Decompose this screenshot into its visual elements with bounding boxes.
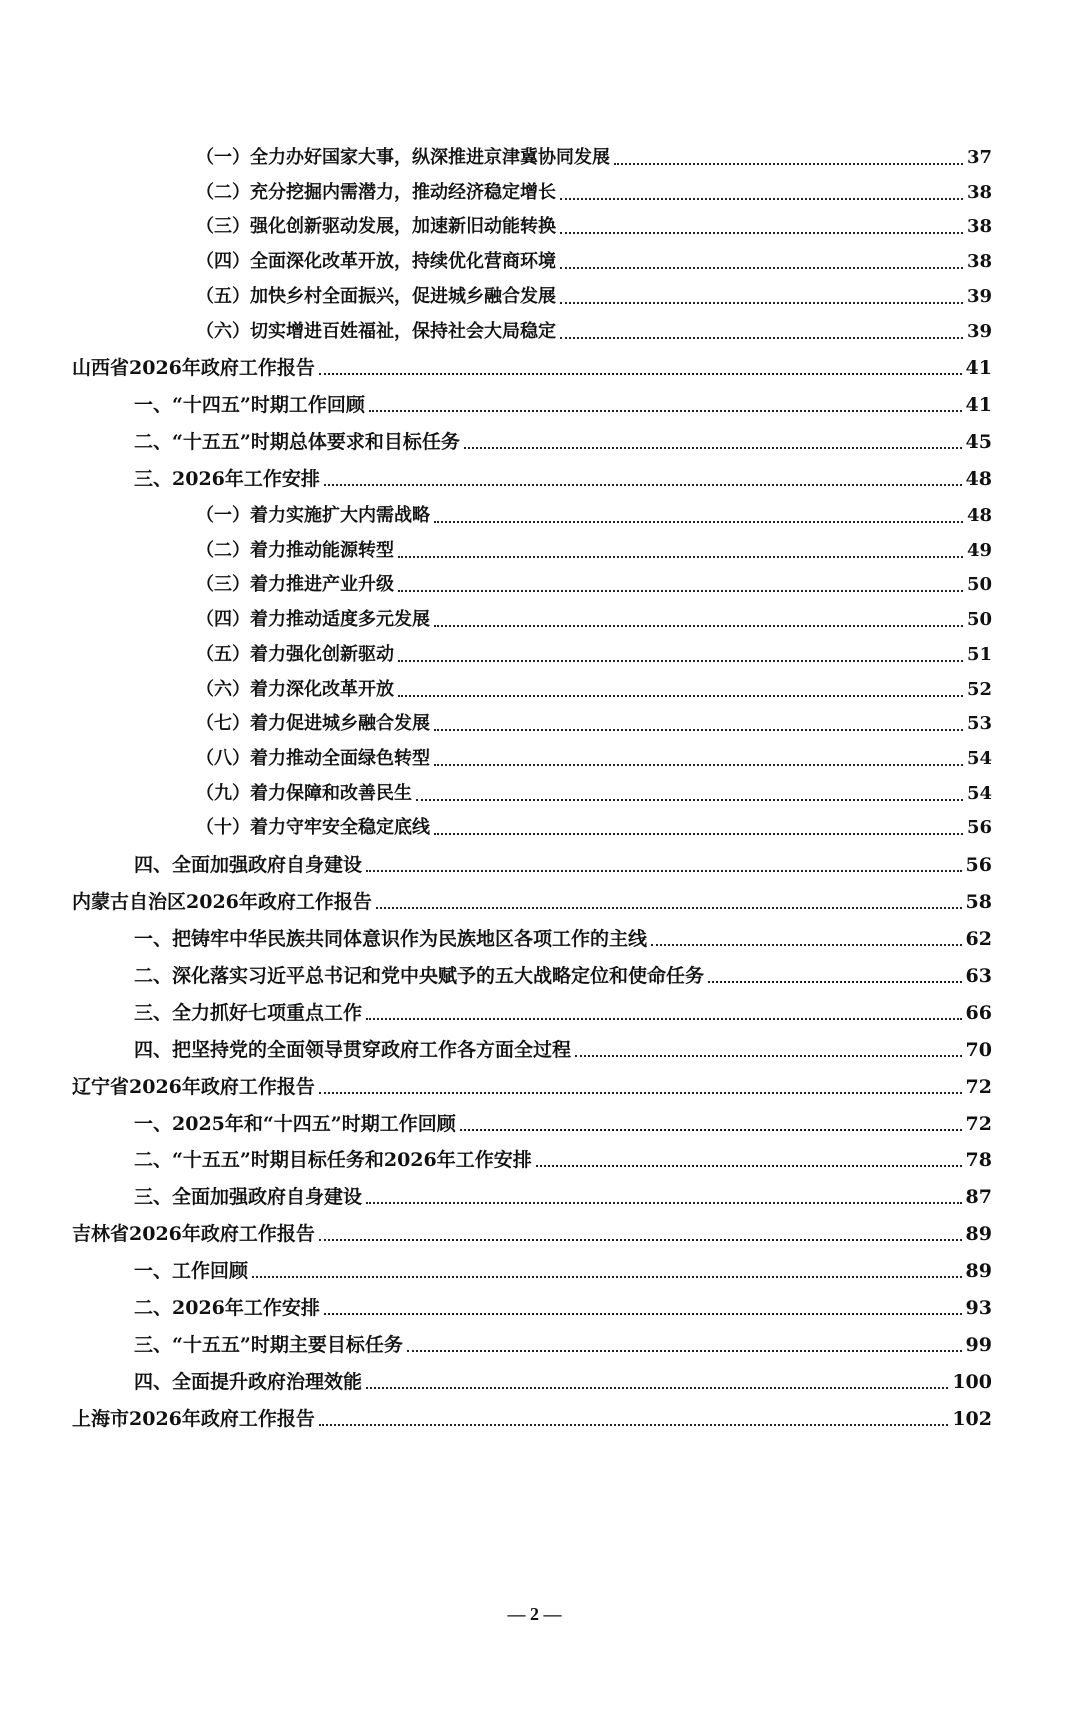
toc-entry-title: 二、深化落实习近平总书记和党中央赋予的五大战略定位和使命任务 [134, 964, 705, 987]
toc-entry-title: 三、全面加强政府自身建设 [134, 1186, 363, 1209]
dot-leader [252, 1276, 962, 1278]
toc-entry-title: 一、把铸牢中华民族共同体意识作为民族地区各项工作的主线 [134, 928, 648, 950]
toc-entry-page: 87 [965, 1186, 992, 1209]
dot-leader [319, 373, 962, 375]
toc-entry-page: 54 [966, 747, 992, 769]
toc-entry-page: 99 [965, 1333, 992, 1356]
dot-leader [319, 1424, 948, 1426]
toc-entry-title: （二）充分挖掘内需潜力，推动经济稳定增长 [196, 181, 556, 203]
toc-entry-title: 二、2026年工作安排 [134, 1297, 320, 1319]
toc-entry-page: 72 [965, 1075, 992, 1098]
toc-subsection-entry[interactable] [196, 146, 992, 170]
toc-report-entry[interactable] [72, 1075, 992, 1099]
toc-subsection-entry[interactable] [196, 285, 992, 309]
dot-leader [407, 1350, 962, 1352]
toc-entry-title: 一、2025年和“十四五”时期工作回顾 [134, 1112, 456, 1135]
dot-leader [464, 447, 962, 449]
dot-leader [434, 729, 963, 731]
toc-section-entry[interactable] [134, 1112, 992, 1136]
toc-subsection-entry[interactable] [196, 643, 992, 667]
dot-leader [434, 521, 963, 523]
toc-entry-title: 四、全面加强政府自身建设 [134, 854, 363, 877]
toc-subsection-entry[interactable] [196, 320, 992, 344]
toc-entry-page: 48 [966, 505, 992, 526]
toc-entry-title: 二、“十五五”时期目标任务和2026年工作安排 [134, 1149, 532, 1172]
toc-section-entry[interactable] [134, 1296, 992, 1320]
dot-leader [366, 1387, 948, 1389]
toc-section-entry[interactable] [134, 1001, 992, 1025]
toc-section-entry[interactable] [134, 1185, 992, 1209]
toc-entry-page: 72 [965, 1112, 992, 1135]
toc-subsection-entry[interactable] [196, 782, 992, 806]
dot-leader [708, 981, 962, 983]
toc-entry-title: （四）全面深化改革开放，持续优化营商环境 [196, 251, 556, 273]
toc-subsection-entry[interactable] [196, 608, 992, 632]
toc-entry-page: 37 [966, 147, 992, 168]
dot-leader [398, 556, 963, 558]
toc-entry-title: 辽宁省2026年政府工作报告 [72, 1075, 315, 1098]
toc-entry-title: 三、2026年工作安排 [134, 468, 320, 491]
toc-entry-page: 93 [965, 1297, 992, 1319]
toc-entry-title: 三、“十五五”时期主要目标任务 [134, 1333, 403, 1356]
toc-entry-title: （一）着力实施扩大内需战略 [196, 505, 430, 526]
toc-entry-title: （二）着力推动能源转型 [196, 539, 394, 561]
toc-entry-title: （六）切实增进百姓福祉，保持社会大局稳定 [196, 320, 556, 342]
toc-entry-page: 58 [965, 891, 992, 914]
toc-entry-page: 38 [966, 216, 992, 238]
toc-subsection-entry[interactable] [196, 215, 992, 239]
toc-entry-page: 70 [965, 1038, 992, 1061]
toc-entry-title: （七）着力促进城乡融合发展 [196, 713, 430, 735]
toc-entry-title: 山西省2026年政府工作报告 [72, 357, 315, 380]
toc-entry-page: 66 [965, 1001, 992, 1024]
toc-section-entry[interactable] [134, 1038, 992, 1062]
toc-entry-title: （三）着力推进产业升级 [196, 574, 394, 596]
toc-subsection-entry[interactable] [196, 250, 992, 274]
toc-entry-page: 63 [965, 964, 992, 987]
dot-leader [366, 870, 962, 872]
toc-section-entry[interactable] [134, 927, 992, 951]
toc-report-entry[interactable] [72, 1407, 992, 1431]
dot-leader [369, 410, 962, 412]
toc-entry-page: 52 [966, 678, 992, 700]
toc-entry-page: 50 [966, 609, 992, 631]
dot-leader [398, 590, 963, 592]
dot-leader [434, 625, 963, 627]
toc-entry-page: 51 [966, 643, 992, 665]
toc-entry-page: 89 [965, 1260, 992, 1283]
dot-leader [560, 198, 963, 200]
toc-entry-page: 56 [966, 817, 992, 839]
toc-entry-page: 41 [965, 357, 992, 380]
toc-entry-page: 62 [965, 928, 992, 950]
dot-leader [376, 907, 962, 909]
toc-entry-title: （四）着力推动适度多元发展 [196, 609, 430, 631]
toc-entry-page: 89 [965, 1223, 992, 1246]
dot-leader [460, 1129, 962, 1131]
toc-entry-title: （三）强化创新驱动发展，加速新旧动能转换 [196, 216, 556, 238]
dot-leader [560, 267, 963, 269]
toc-entry-title: （五）加快乡村全面振兴，促进城乡融合发展 [196, 285, 556, 307]
toc-entry-page: 45 [965, 431, 992, 454]
toc-section-entry[interactable] [134, 393, 992, 417]
toc-section-entry[interactable] [134, 964, 992, 988]
toc-entry-title: 内蒙古自治区2026年政府工作报告 [72, 891, 372, 914]
toc-report-entry[interactable] [72, 1222, 992, 1246]
toc-entry-page: 49 [966, 539, 992, 561]
toc-report-entry[interactable] [72, 890, 992, 914]
toc-entry-title: （六）着力深化改革开放 [196, 678, 394, 700]
toc-subsection-entry[interactable] [196, 504, 992, 528]
toc-entry-page: 102 [952, 1407, 992, 1430]
toc-entry-title: 二、“十五五”时期总体要求和目标任务 [134, 431, 460, 454]
dot-leader [434, 764, 963, 766]
toc-subsection-entry[interactable] [196, 747, 992, 771]
toc-entry-title: （五）着力强化创新驱动 [196, 643, 394, 665]
toc-subsection-entry[interactable] [196, 816, 992, 840]
dot-leader [398, 660, 963, 662]
dot-leader [398, 695, 963, 697]
dot-leader [366, 1018, 962, 1020]
dot-leader [324, 1313, 962, 1315]
toc-section-entry[interactable] [134, 1148, 992, 1172]
toc-entry-title: （九）着力保障和改善民生 [196, 782, 412, 804]
dot-leader [319, 1239, 962, 1241]
dot-leader [651, 944, 962, 946]
toc-entry-page: 56 [965, 854, 992, 877]
toc-entry-page: 39 [966, 320, 992, 342]
toc-entry-page: 54 [966, 782, 992, 804]
dot-leader [560, 232, 963, 234]
toc-section-entry[interactable] [134, 467, 992, 491]
toc-section-entry[interactable] [134, 1370, 992, 1394]
dot-leader [366, 1202, 962, 1204]
toc-entry-title: （八）着力推动全面绿色转型 [196, 747, 430, 769]
toc-entry-page: 48 [965, 468, 992, 491]
dot-leader [560, 302, 963, 304]
toc-section-entry[interactable] [134, 853, 992, 877]
toc-subsection-entry[interactable] [196, 712, 992, 736]
toc-entry-page: 38 [966, 181, 992, 203]
dot-leader [614, 163, 963, 165]
toc-entry-title: （十）着力守牢安全稳定底线 [196, 817, 430, 839]
toc-report-entry[interactable] [72, 356, 992, 380]
toc-entry-title: 四、全面提升政府治理效能 [134, 1370, 363, 1393]
toc-subsection-entry[interactable] [196, 181, 992, 205]
toc-entry-page: 53 [966, 713, 992, 735]
toc-entry-page: 39 [966, 285, 992, 307]
toc-subsection-entry[interactable] [196, 539, 992, 563]
toc-entry-page: 41 [965, 394, 992, 417]
toc-entry-title: 四、把坚持党的全面领导贯穿政府工作各方面全过程 [134, 1038, 572, 1061]
toc-section-entry[interactable] [134, 1333, 992, 1357]
toc-entry-title: 一、“十四五”时期工作回顾 [134, 394, 365, 417]
dot-leader [560, 337, 963, 339]
toc-entry-title: 一、工作回顾 [134, 1260, 249, 1283]
toc-subsection-entry[interactable] [196, 573, 992, 597]
toc-entry-page: 38 [966, 251, 992, 273]
toc-entry-page: 78 [965, 1149, 992, 1172]
toc-entry-title: 三、全力抓好七项重点工作 [134, 1001, 363, 1024]
toc-entry-title: 吉林省2026年政府工作报告 [72, 1223, 315, 1246]
toc-entry-title: 上海市2026年政府工作报告 [72, 1407, 315, 1430]
dot-leader [416, 799, 963, 801]
dot-leader [536, 1165, 962, 1167]
toc-section-entry[interactable] [134, 430, 992, 454]
dot-leader [319, 1092, 962, 1094]
page-number: — 2 — [507, 1604, 562, 1624]
dot-leader [324, 484, 962, 486]
toc-section-entry[interactable] [134, 1259, 992, 1283]
toc-entry-page: 50 [966, 574, 992, 596]
toc-subsection-entry[interactable] [196, 678, 992, 702]
toc-entry-title: （一）全力办好国家大事，纵深推进京津冀协同发展 [196, 147, 610, 168]
dot-leader [434, 833, 963, 835]
dot-leader [575, 1055, 962, 1057]
toc-entry-page: 100 [952, 1370, 992, 1393]
